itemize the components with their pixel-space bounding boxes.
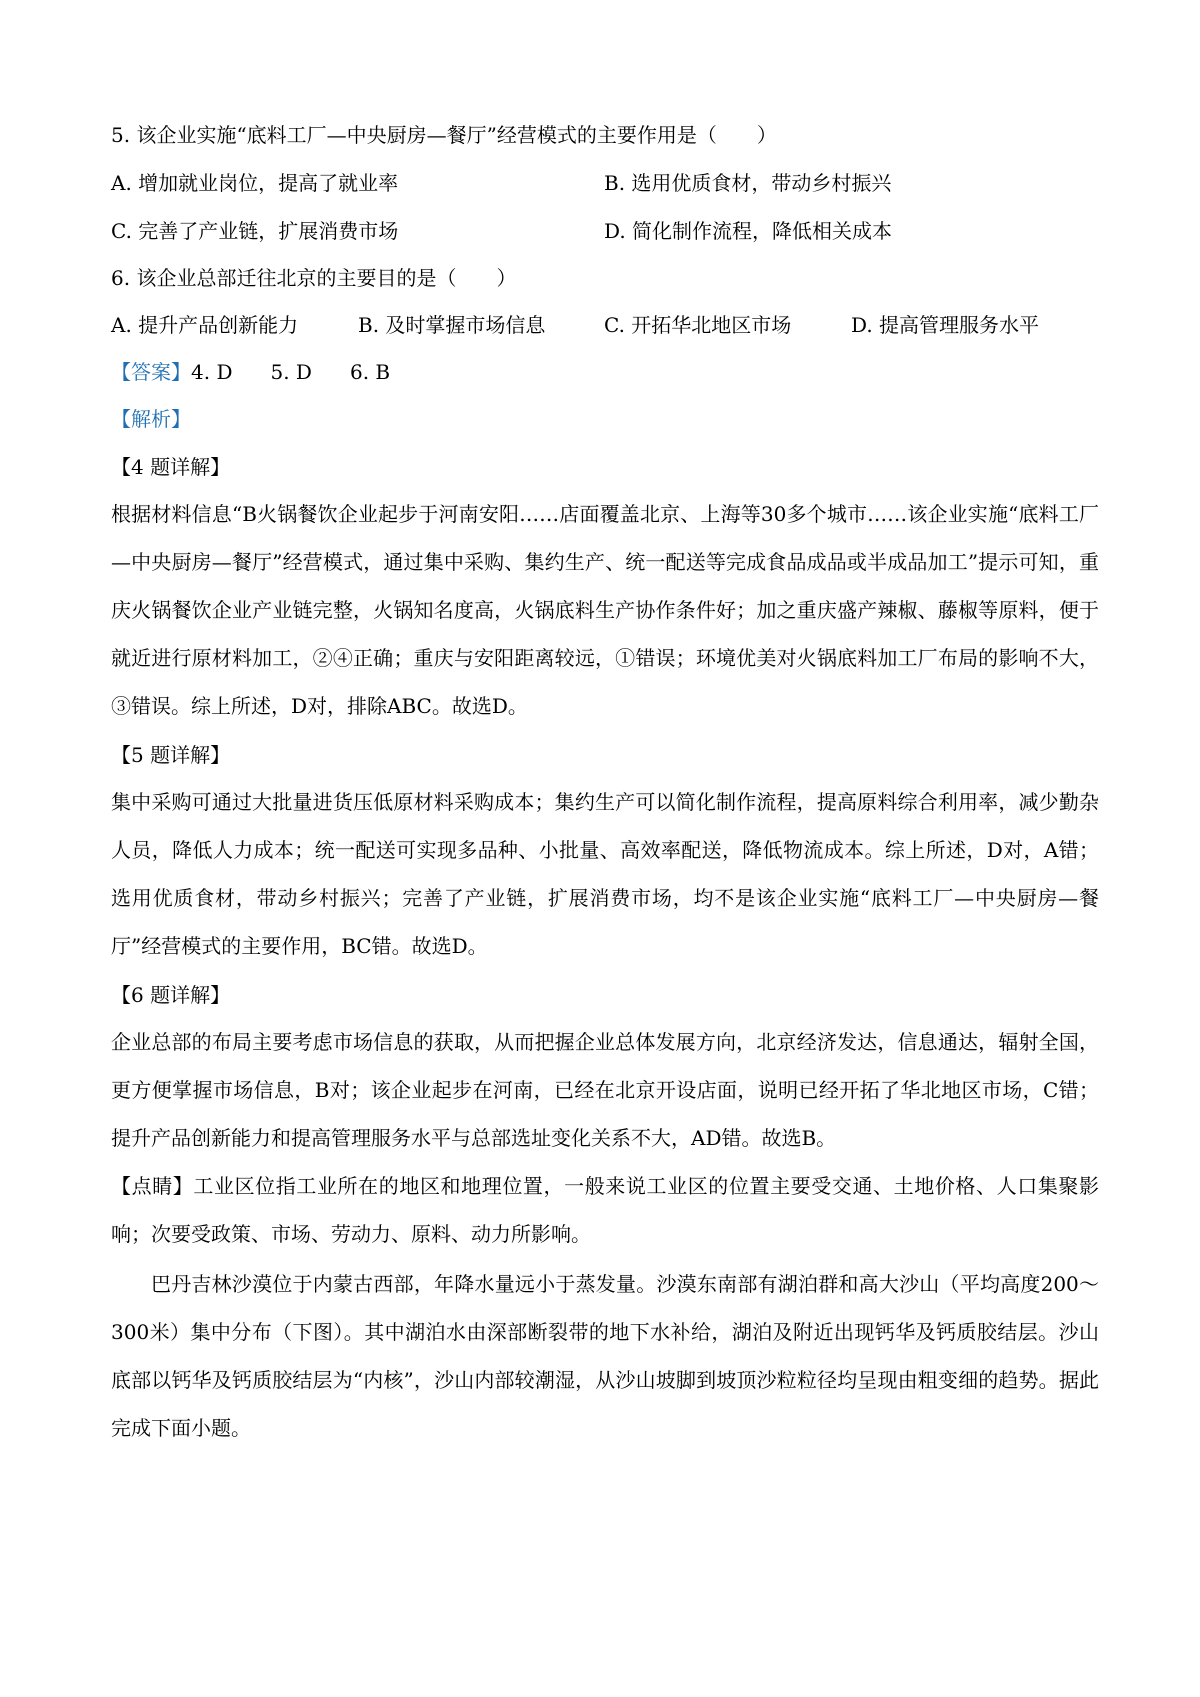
- answer-6: 6. B: [349, 360, 391, 384]
- material-passage: 巴丹吉林沙漠位于内蒙古西部，年降水量远小于蒸发量。沙漠东南部有湖泊群和高大沙山（平均高度200～300米）集中分布（下图）。其中湖泊水由深部断裂带的地下水补给，湖泊及附近出现钙华及钙质胶结层。沙山底部以钙华及钙质胶结层为“内核”，沙山内部较潮湿，从沙山坡脚到坡顶沙粒粒径均呈现由粗变细的趋势。据此完成下面小题。: [111, 1272, 1099, 1440]
- question-5-stem: 5. 该企业实施“底料工厂—中央厨房—餐厅”经营模式的主要作用是（ ）: [111, 123, 777, 147]
- tip-text: 工业区位指工业所在的地区和地理位置，一般来说工业区的位置主要受交通、土地价格、人口集聚影响；次要受政策、市场、劳动力、原料、动力所影响。: [111, 1174, 1100, 1246]
- answer-line: [111, 358, 390, 386]
- question-5-option-b: B. 选用优质食材，带动乡村振兴: [604, 171, 892, 195]
- tip-paragraph: [111, 1162, 1099, 1258]
- detail-5-label: 【5 题详解】: [111, 743, 231, 767]
- question-6-stem: 6. 该企业总部迁往北京的主要目的是（ ）: [111, 266, 517, 290]
- question-6-option-b: B. 及时掌握市场信息: [358, 313, 546, 337]
- question-6-option-c: C. 开拓华北地区市场: [604, 313, 792, 337]
- detail-6-label: 【6 题详解】: [111, 983, 231, 1007]
- answer-label: 【答案】: [111, 360, 191, 384]
- question-5-option-a: A. 增加就业岗位，提高了就业率: [111, 171, 399, 195]
- detail-5-text: 集中采购可通过大批量进货压低原材料采购成本；集约生产可以简化制作流程，提高原料综合利用率，减少勤杂人员，降低人力成本；统一配送可实现多品种、小批量、高效率配送，降低物流成本。综上所述，D对，A错；选用优质食材，带动乡村振兴；完善了产业链，扩展消费市场，均不是该企业实施“底料工厂—中央厨房—餐厅”经营模式的主要作用，BC错。故选D。: [111, 790, 1099, 958]
- tip-label: 【点睛】: [111, 1174, 194, 1198]
- detail-4-text: 根据材料信息“B火锅餐饮企业起步于河南安阳……店面覆盖北京、上海等30多个城市……该企业实施“底料工厂—中央厨房—餐厅”经营模式，通过集中采购、集约生产、统一配送等完成食品成品或半成品加工”提示可知，重庆火锅餐饮企业产业链完整，火锅知名度高，火锅底料生产协作条件好；加之重庆盛产辣椒、藤椒等原料，便于就近进行原材料加工，②④正确；重庆与安阳距离较远，①错误；环境优美对火锅底料加工厂布局的影响不大，③错误。综上所述，D对，排除ABC。故选D。: [111, 502, 1099, 718]
- answer-4: 4. D: [191, 360, 233, 384]
- detail-6-text: 企业总部的布局主要考虑市场信息的获取，从而把握企业总体发展方向，北京经济发达，信息通达，辐射全国，更方便掌握市场信息，B对；该企业起步在河南，已经在北京开设店面，说明已经开拓了华北地区市场，C错；提升产品创新能力和提高管理服务水平与总部选址变化关系不大，AD错。故选B。: [111, 1030, 1099, 1150]
- question-5-option-d: D. 简化制作流程，降低相关成本: [604, 219, 893, 243]
- question-6-option-a: A. 提升产品创新能力: [111, 313, 299, 337]
- analysis-label: 【解析】: [111, 407, 191, 431]
- answer-5: 5. D: [270, 360, 312, 384]
- question-5-option-c: C. 完善了产业链，扩展消费市场: [111, 219, 399, 243]
- detail-4-label: 【4 题详解】: [111, 455, 231, 479]
- question-6-option-d: D. 提高管理服务水平: [851, 313, 1040, 337]
